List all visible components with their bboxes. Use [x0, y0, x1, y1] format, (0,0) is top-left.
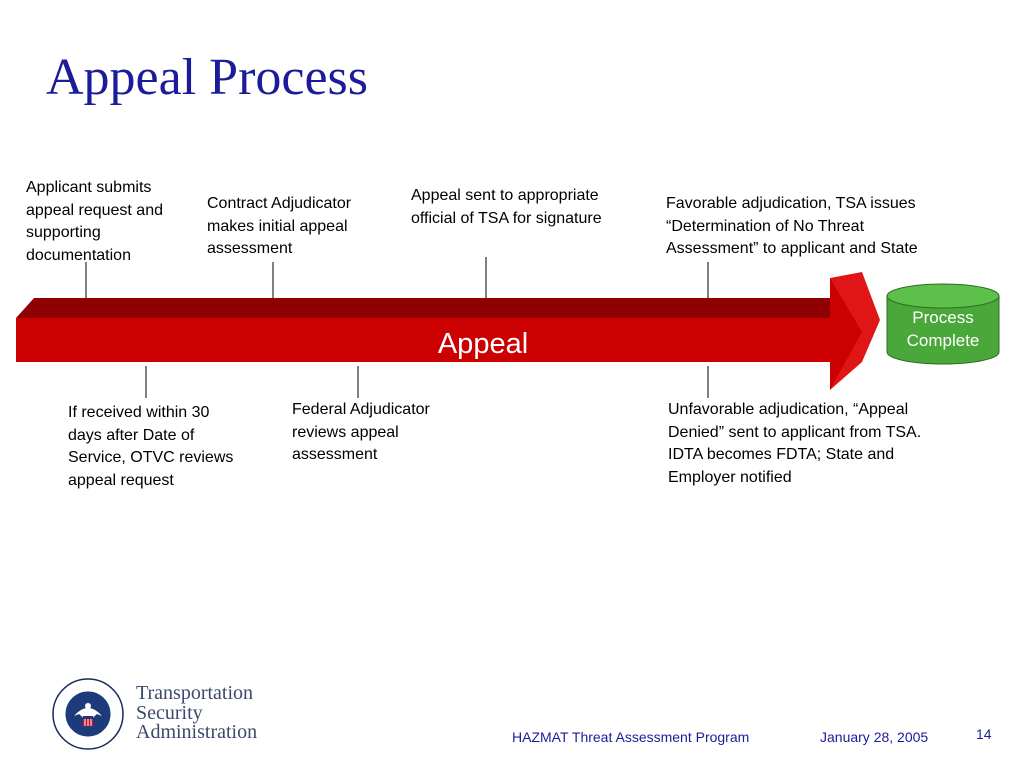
process-complete-label: Process Complete [906, 308, 980, 350]
footer-program: HAZMAT Threat Assessment Program [512, 729, 750, 745]
page-number: 14 [976, 726, 992, 742]
step-contract-adjudicator: Contract Adjudicator makes initial appeal assessment [207, 195, 352, 257]
footer-date: January 28, 2005 [820, 729, 929, 745]
step-appeal-sent: Appeal sent to appropriate official of TSA for signature [411, 187, 602, 227]
appeal-arrow-top-bevel [16, 272, 862, 318]
step-federal-adjudicator: Federal Adjudicator reviews appeal assessment [292, 401, 430, 463]
tsa-logo-wordmark: Transportation Security Administration [136, 682, 258, 743]
step-otvc-reviews: If received within 30 days after Date of Service, OTVC reviews appeal request [68, 404, 234, 489]
step-favorable-adjudication: Favorable adjudication, TSA issues “Determination of No Threat Assessment” to applicant and State [666, 195, 918, 257]
step-unfavorable-adjudication: Unfavorable adjudication, “Appeal Denied” sent to applicant from TSA. IDTA becomes FDTA; State and Employer notified [668, 401, 922, 486]
slide-title: Appeal Process [46, 49, 369, 106]
appeal-arrow-label: Appeal [437, 328, 529, 360]
step-applicant-submits: Applicant submits appeal request and supporting documentation [26, 179, 163, 264]
dhs-seal-icon [52, 678, 124, 750]
